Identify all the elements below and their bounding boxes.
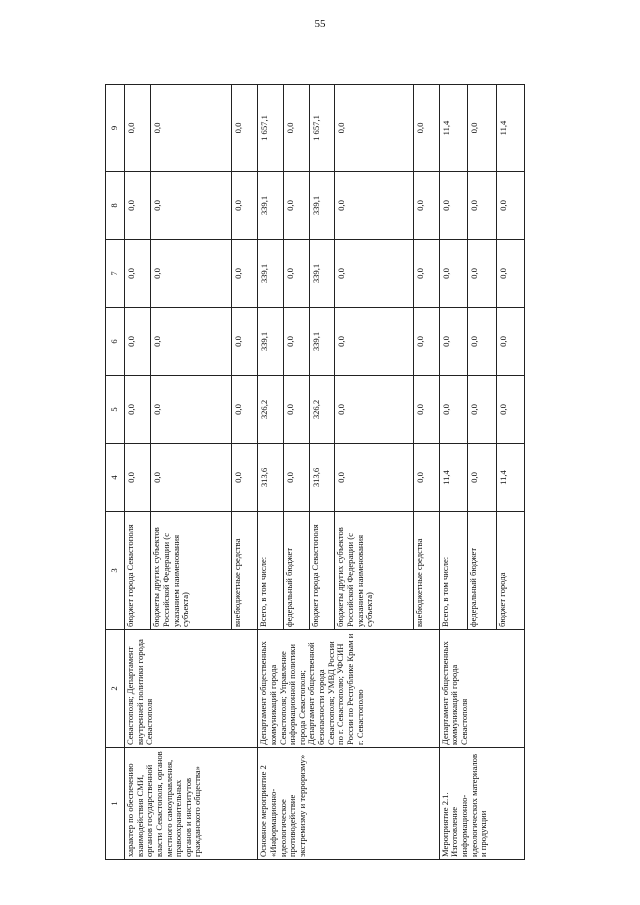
measure-name-cell: Мероприятие 2.1. Изготовление информационно-идеологических материалов и продукции	[439, 748, 524, 860]
value-cell: 0,0	[125, 85, 151, 172]
value-cell: 0,0	[284, 308, 310, 376]
rotated-table-wrapper	[105, 85, 525, 860]
value-cell: 0,0	[231, 85, 257, 172]
value-cell: 0,0	[439, 376, 467, 444]
value-cell: 339,1	[258, 240, 284, 308]
funding-source-cell: бюджет города Севастополя	[309, 512, 335, 630]
value-cell: 0,0	[284, 85, 310, 172]
table-row	[125, 85, 151, 860]
value-cell: 0,0	[284, 444, 310, 512]
value-cell: 0,0	[151, 376, 231, 444]
value-cell: 0,0	[413, 85, 439, 172]
value-cell: 0,0	[468, 444, 496, 512]
column-header-9: 9	[106, 85, 125, 172]
value-cell: 326,2	[309, 376, 335, 444]
funding-source-cell: бюджет города	[496, 512, 525, 630]
value-cell: 326,2	[258, 376, 284, 444]
executor-cell: Департамент общественных коммуникаций города Севастополя; Управление информационной политики города Севастополя; Департамент общественной безопасности города Севастополя; УМВД России по г. Севастополю; УФСИН России по Республике Крым и г. Севастополю	[258, 630, 439, 748]
funding-source-cell: внебюджетные средства	[413, 512, 439, 630]
value-cell: 0,0	[151, 172, 231, 240]
measure-name-cell: характер по обеспечению взаимодействия СМИ, органов государственной власти Севастополя, органов местного самоуправления, правоохранительных органов и институтов гражданского общества»	[125, 748, 258, 860]
value-cell: 1 657,1	[258, 85, 284, 172]
page-number: 55	[314, 18, 326, 30]
value-cell: 0,0	[335, 85, 413, 172]
value-cell: 0,0	[125, 444, 151, 512]
value-cell: 339,1	[309, 308, 335, 376]
measure-name-cell: Основное мероприятие 2 «Информационно-идеологическое противодействие экстремизму и терроризму»	[258, 748, 439, 860]
column-header-7: 7	[106, 240, 125, 308]
value-cell: 339,1	[309, 172, 335, 240]
value-cell: 0,0	[413, 308, 439, 376]
funding-source-cell: бюджет города Севастополя	[125, 512, 151, 630]
value-cell: 339,1	[309, 240, 335, 308]
table-row	[258, 85, 284, 860]
value-cell: 0,0	[231, 376, 257, 444]
column-header-1: 1	[106, 748, 125, 860]
executor-cell: Департамент общественных коммуникаций города Севастополя	[439, 630, 524, 748]
value-cell: 0,0	[335, 172, 413, 240]
column-header-8: 8	[106, 172, 125, 240]
value-cell: 0,0	[468, 376, 496, 444]
budget-table	[105, 84, 525, 860]
value-cell: 0,0	[439, 172, 467, 240]
funding-source-cell: федеральный бюджет	[468, 512, 496, 630]
value-cell: 0,0	[496, 172, 525, 240]
value-cell: 0,0	[496, 240, 525, 308]
value-cell: 0,0	[335, 308, 413, 376]
value-cell: 0,0	[468, 85, 496, 172]
value-cell: 0,0	[284, 240, 310, 308]
value-cell: 0,0	[413, 240, 439, 308]
column-header-2: 2	[106, 630, 125, 748]
value-cell: 0,0	[439, 308, 467, 376]
value-cell: 0,0	[231, 444, 257, 512]
value-cell: 11,4	[496, 444, 525, 512]
value-cell: 0,0	[151, 240, 231, 308]
value-cell: 313,6	[309, 444, 335, 512]
funding-source-cell: Всего, в том числе:	[258, 512, 284, 630]
value-cell: 0,0	[413, 444, 439, 512]
value-cell: 0,0	[151, 444, 231, 512]
value-cell: 0,0	[125, 376, 151, 444]
value-cell: 0,0	[151, 85, 231, 172]
funding-source-cell: бюджеты других субъектов Российской Федерации (с указанием наименования субъекта)	[151, 512, 231, 630]
column-header-5: 5	[106, 376, 125, 444]
column-header-4: 4	[106, 444, 125, 512]
value-cell: 0,0	[496, 308, 525, 376]
value-cell: 11,4	[496, 85, 525, 172]
column-header-3: 3	[106, 512, 125, 630]
funding-source-cell: бюджеты других субъектов Российской Федерации (с указанием наименования субъекта)	[335, 512, 413, 630]
table-body	[125, 85, 525, 860]
value-cell: 0,0	[468, 240, 496, 308]
value-cell: 0,0	[496, 376, 525, 444]
header-row	[106, 85, 125, 860]
value-cell: 0,0	[468, 308, 496, 376]
value-cell: 0,0	[231, 308, 257, 376]
executor-cell: Севастополя; Департамент внутренней политики города Севастополя	[125, 630, 258, 748]
value-cell: 0,0	[335, 240, 413, 308]
value-cell: 339,1	[258, 172, 284, 240]
value-cell: 1 657,1	[309, 85, 335, 172]
column-header-6: 6	[106, 308, 125, 376]
value-cell: 0,0	[439, 240, 467, 308]
value-cell: 0,0	[125, 308, 151, 376]
value-cell: 0,0	[468, 172, 496, 240]
funding-source-cell: Всего, в том числе:	[439, 512, 467, 630]
value-cell: 0,0	[125, 240, 151, 308]
value-cell: 339,1	[258, 308, 284, 376]
value-cell: 0,0	[413, 376, 439, 444]
value-cell: 0,0	[151, 308, 231, 376]
value-cell: 0,0	[335, 444, 413, 512]
funding-source-cell: федеральный бюджет	[284, 512, 310, 630]
value-cell: 0,0	[413, 172, 439, 240]
table-row	[439, 85, 467, 860]
value-cell: 313,6	[258, 444, 284, 512]
value-cell: 0,0	[284, 376, 310, 444]
value-cell: 0,0	[125, 172, 151, 240]
value-cell: 0,0	[231, 172, 257, 240]
value-cell: 0,0	[284, 172, 310, 240]
value-cell: 0,0	[335, 376, 413, 444]
funding-source-cell: внебюджетные средства	[231, 512, 257, 630]
value-cell: 11,4	[439, 85, 467, 172]
value-cell: 0,0	[231, 240, 257, 308]
value-cell: 11,4	[439, 444, 467, 512]
